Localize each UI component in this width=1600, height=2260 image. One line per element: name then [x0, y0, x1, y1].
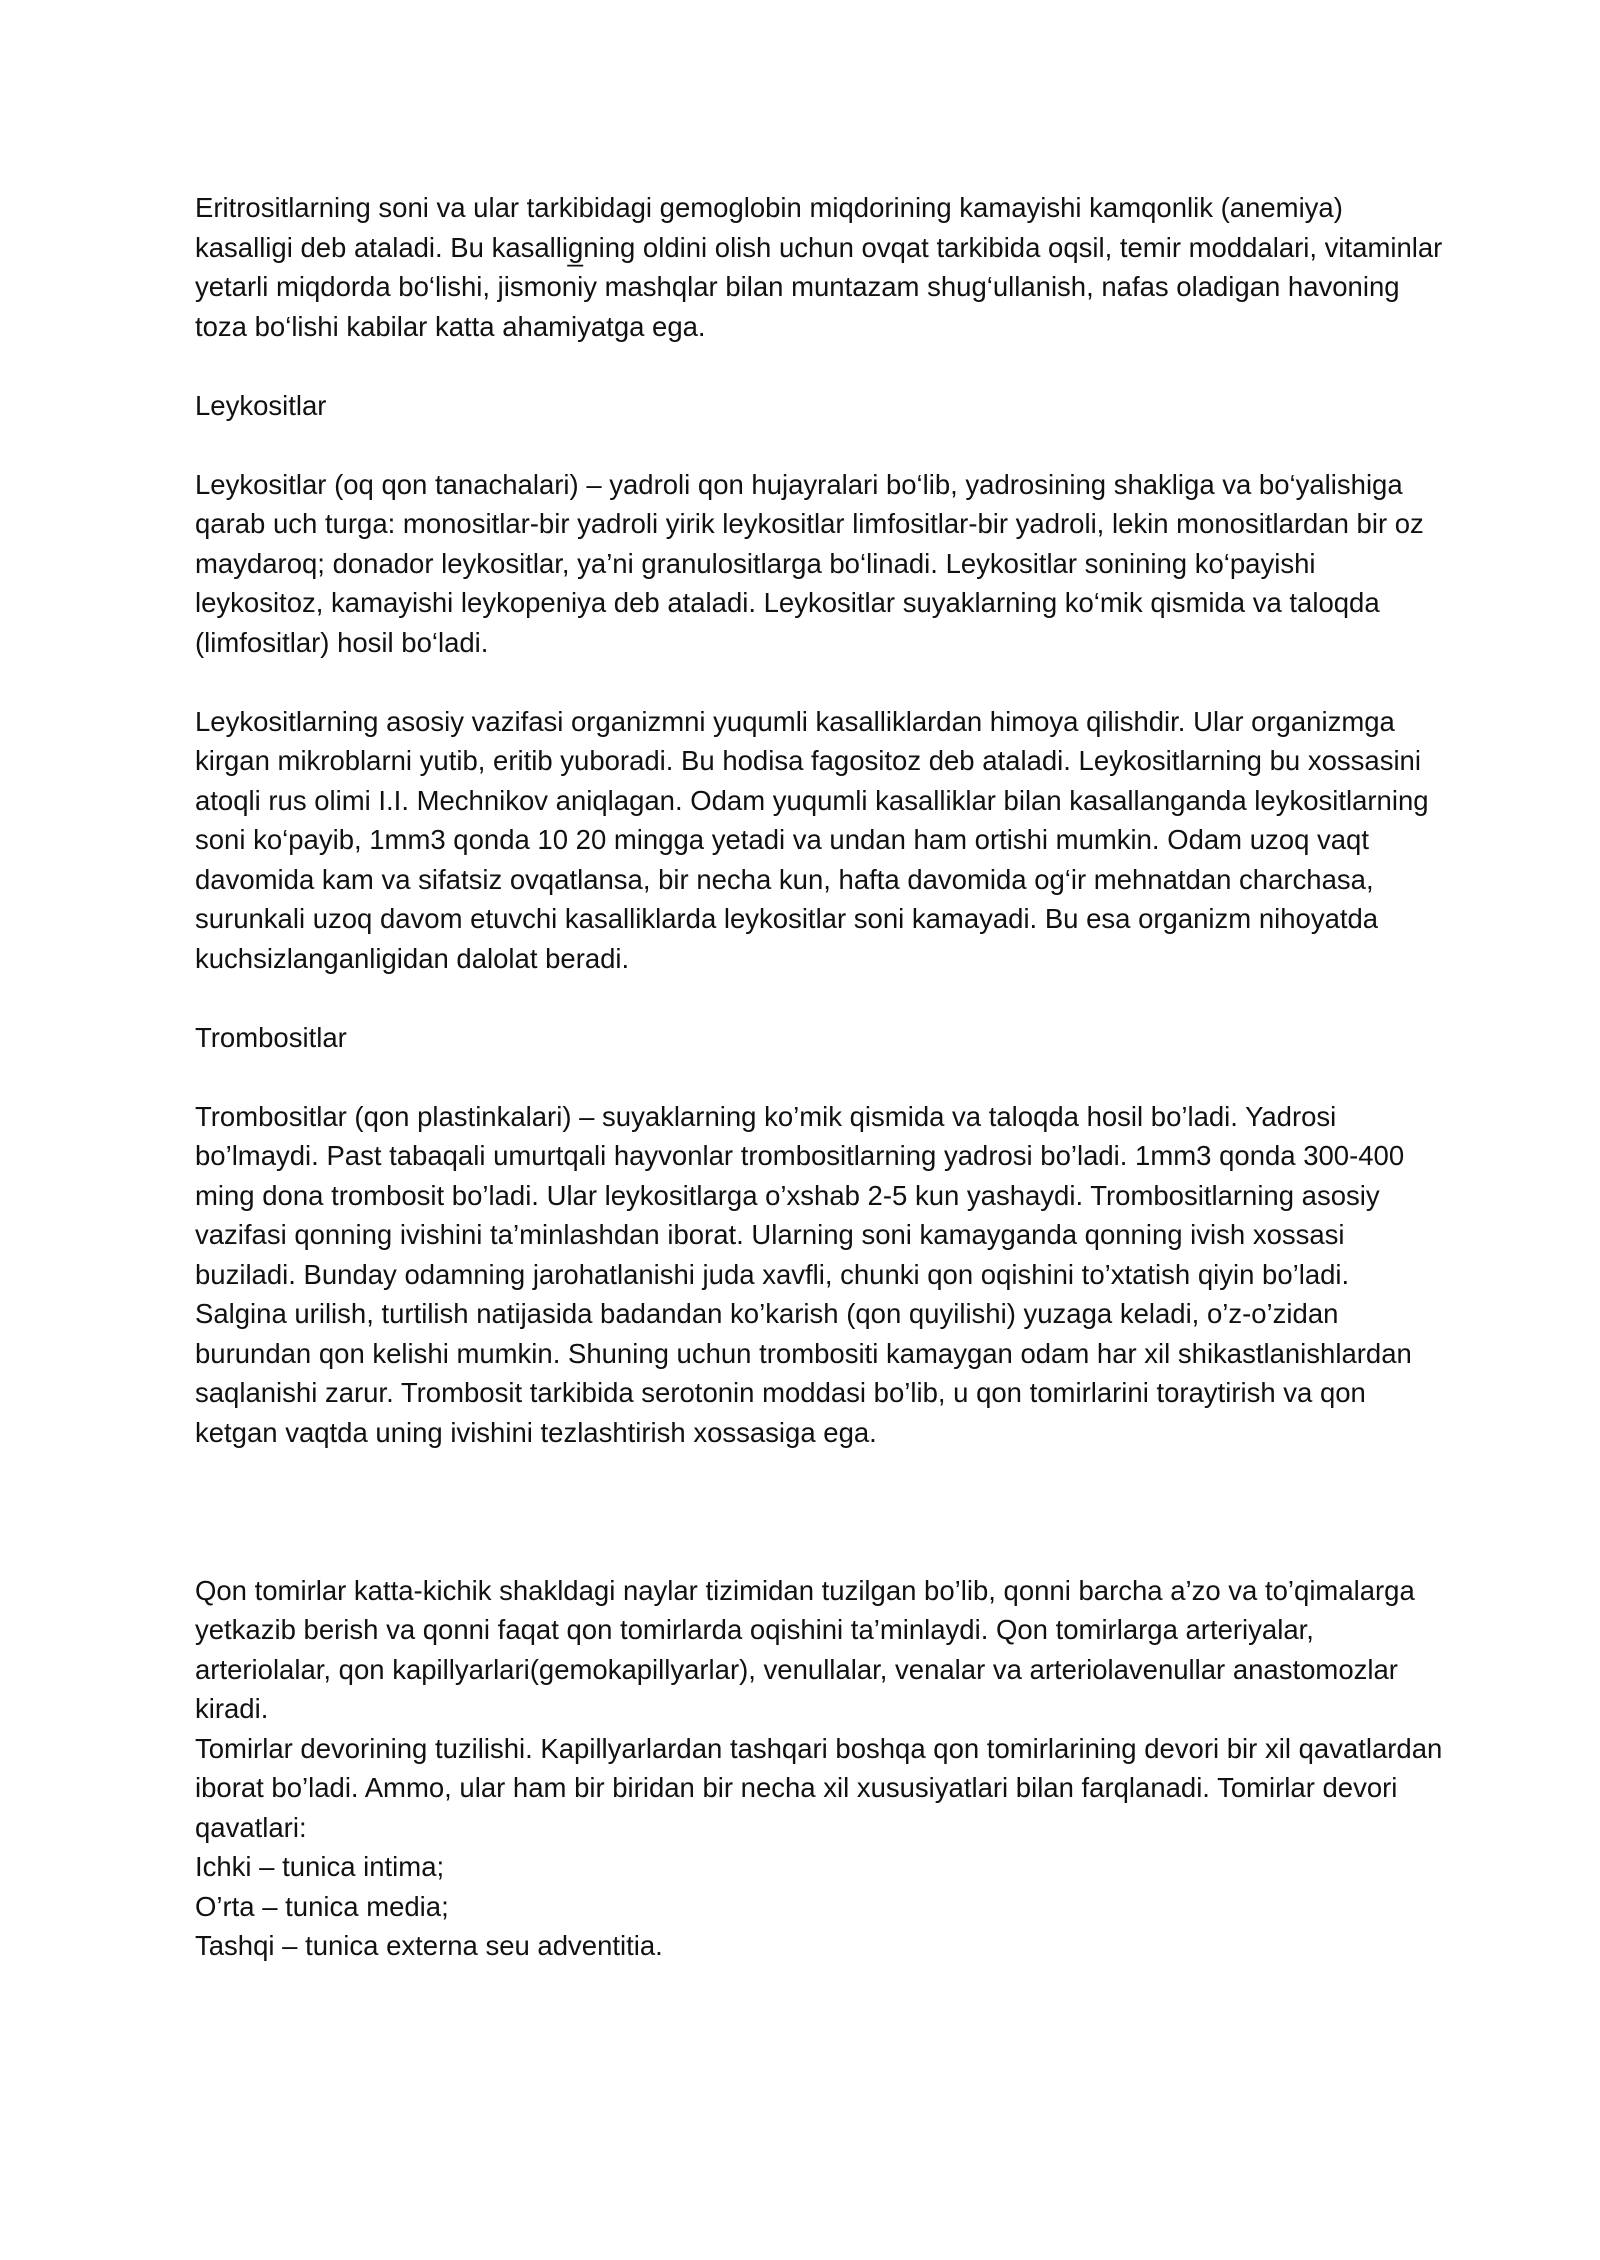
paragraph-leykositlar-function: Leykositlarning asosiy vazifasi organizmni yuqumli kasalliklardan himoya qilishdir. Ular organizmga kirgan mikroblarni yutib, eritib yuboradi. Bu hodisa fagositoz deb ataladi. Leykositlarning bu xossasini atoqli rus olimi I.I. Mechnikov aniqlagan. Odam yuqumli kasalliklar bilan kasallanganda leykositlarning soni ko‘payib, 1mm3 qonda 10 20 mingga yetadi va undan ham ortishi mumkin. Odam uzoq vaqt davomida kam va sifatsiz ovqatlansa, bir necha kun, hafta davomida og‘ir mehnatdan charchasa, surunkali uzoq davom etuvchi kasalliklarda leykositlar soni kamayadi. Bu esa organizm nihoyatda kuchsizlanganligidan dalolat beradi.	[195, 705, 1429, 974]
paragraph-anemia: Eritrositlarning soni va ular tarkibidagi gemoglobin miqdorining kamayishi kamqonlik (anemiya) kasalligi deb ataladi. Bu kasallig̲ning oldini olish uchun ovqat tarkibida oqsil, temir moddalari, vitaminlar yetarli miqdorda bo‘lishi, jismoniy mashqlar bilan muntazam shug‘ullanish, nafas oladigan havoning toza bo‘lishi kabilar katta ahamiyatga ega.	[195, 192, 1443, 342]
paragraph-leykositlar-types: Leykositlar (oq qon tanachalari) – yadroli qon hujayralari bo‘lib, yadrosining shakliga va bo‘yalishiga qarab uch turga: monositlar-bir yadroli yirik leykositlar limfositlar-bir yadroli, lekin monositlardan bir oz maydaroq; donador leykositlar, ya’ni granulositlarga bo‘linadi. Leykositlar sonining ko‘payishi leykositoz, kamayishi leykopeniya deb ataladi. Leykositlar suyaklarning ko‘mik qismida va taloqda (limfositlar) hosil bo‘ladi.	[195, 468, 1424, 658]
document-body	[195, 188, 1445, 1966]
list-item-media: O’rta – tunica media;	[195, 1890, 449, 1922]
list-item-externa: Tashqi – tunica externa seu adventitia.	[195, 1930, 663, 1961]
heading-trombositlar: Trombositlar	[195, 1021, 347, 1053]
paragraph-trombositlar: Trombositlar (qon plastinkalari) – suyaklarning ko’mik qismida va taloqda hosil bo’ladi. Yadrosi bo’lmaydi. Past tabaqali umurtqali hayvonlar trombositlarning yadrosi bo’ladi. 1mm3 qonda 300-400 ming dona trombosit bo’ladi. Ular leykositlarga o’xshab 2-5 kun yashaydi. Trombositlarning asosiy vazifasi qonning ivishini ta’minlashdan iborat. Ularning soni kamayganda qonning ivish xossasi buziladi. Bunday odamning jarohatlanishi juda xavfli, chunki qon oqishini to’xtatish qiyin bo’ladi. Salgina urilish, turtilish natijasida badandan ko’karish (qon quyilishi) yuzaga keladi, o’z-o’zidan burundan qon kelishi mumkin. Shuning uchun trombositi kamaygan odam har xil shikastlanishlardan saqlanishi zarur. Trombosit tarkibida serotonin moddasi bo’lib, u qon tomirlarini toraytirish va qon ketgan vaqtda uning ivishini tezlashtirish xossasiga ega.	[195, 1100, 1412, 1448]
list-item-intima: Ichki – tunica intima;	[195, 1851, 445, 1882]
paragraph-qon-tomirlar: Qon tomirlar katta-kichik shakldagi naylar tizimidan tuzilgan bo’lib, qonni barcha a’zo va to’qimalarga yetkazib berish va qonni faqat qon tomirlarda oqishini ta’minlaydi. Qon tomirlarga arteriyalar, arteriolalar, qon kapillyarlari(gemokapillyarlar), venullalar, venalar va arteriolavenullar anastomozlar kiradi.	[195, 1574, 1415, 1724]
spacer	[195, 1531, 1445, 1571]
spacer	[195, 1452, 1445, 1531]
paragraph-tomirlar-devori: Tomirlar devorining tuzilishi. Kapillyarlardan tashqari boshqa qon tomirlarining devori bir xil qavatlardan iborat bo’ladi. Ammo, ular ham bir biridan bir necha xil xususiyatlari bilan farqlanadi. Tomirlar devori qavatlari:	[195, 1732, 1443, 1843]
heading-leykositlar: Leykositlar	[195, 389, 327, 421]
